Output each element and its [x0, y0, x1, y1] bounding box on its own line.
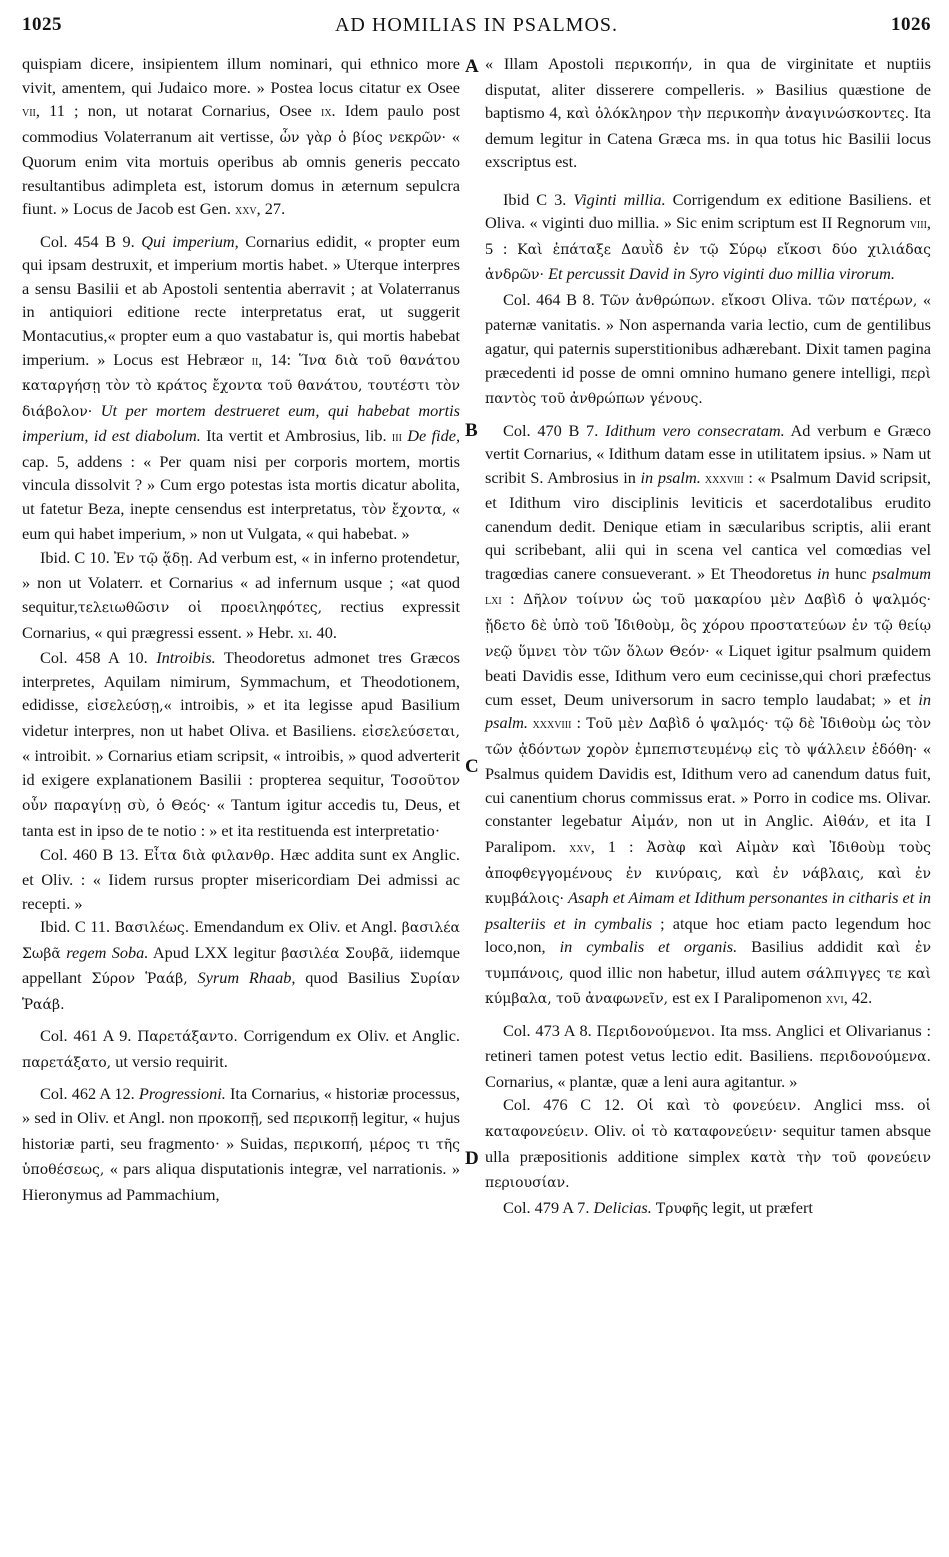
running-title: AD HOMILIAS IN PSALMOS.: [334, 14, 619, 36]
paragraph: Ibid C 3. Viginti millia. Corrigendum ex editione Basiliens. et Oliva. « viginti duo millia. » Sic enim scriptum est II Regnorum viii, 5 : Καὶ ἐπάταξε Δαυῒδ ἐν τῷ Σύρῳ εἴκοσι δύο χιλιάδας ἀνδρῶν· Et percussit David in Syro viginti duo millia virorum.: [485, 189, 932, 284]
right-column: [485, 52, 931, 1221]
paragraph: quispiam dicere, insipientem illum nominari, qui ethnico more vivit, amentem, qui Judaico more. » Postea locus citatur ex Osee vii, 11 ; non, ut notarat Cornarius, Osee ix. Idem paulo post commodius Volaterranum ait vertisse, ὧν γὰρ ὁ βίος νεκρῶν· « Quorum enim vita mortuis operibus ab omnis generis peccato resultantibus adimpleta est, istorum domus in æternum sepulcra fiunt. » Locus de Jacob est Gen. xxv, 27.: [22, 54, 460, 219]
paragraph: Col. 473 A 8. Περιδονούμενοι. Ita mss. Anglici et Olivarianus : retineri tamen potest vetus lectio edit. Basiliens. περιδονούμενα. Cornarius, « plantæ, quæ a leni aura agitantur. »: [485, 1020, 932, 1091]
paragraph: Col. 476 C 12. Οἱ καὶ τὸ φονεύειν. Anglici mss. οἱ καταφονεύειν. Oliv. οἱ τὸ καταφονεύειν· sequitur tamen absque ulla præpositionis additione simplex κατὰ τὴν τοῦ φονεύειν περιουσίαν.: [485, 1095, 932, 1192]
paragraph: Col. 464 B 8. Τῶν ἀνθρώπων. εἴκοσι Oliva. τῶν πατέρων, « paternæ vanitatis. » Non aspernanda varia lectio, cum de gentilibus agatur, qui paternis superstitionibus adhærebant. Dixit tamen pagina præcedenti id posse de omni omnino humano genere intelligi, περὶ παντὸς τοῦ ἀνθρώπων γένους.: [485, 289, 931, 408]
margin-letter-b: B: [465, 420, 478, 441]
paragraph: « Illam Apostoli περικοπήν, in qua de virginitate et nuptiis disputat, aliter disserere compelleris. » Basilius quæstione de baptismo 4, καὶ ὁλόκληρον τὴν περικοπὴν ἀναγινώσκοντες. Ita demum legitur in Catena Græca ms. in qua totus hic Basilii locus exscriptus est.: [485, 54, 932, 172]
paragraph: Ibid. C 11. Βασιλέως. Emendandum ex Oliv. et Angl. βασιλέα Σωβᾶ regem Soba. Apud LXX legitur βασιλέα Σουβᾶ, iidemque appellant Σύρον Ῥαάβ, Syrum Rhaab, quod Basilius Συρίαν Ῥαάβ.: [22, 917, 460, 1013]
margin-letter-d: D: [465, 1148, 479, 1169]
left-column: [22, 52, 460, 1206]
page-number-right: 1026: [891, 14, 931, 35]
page-header: [22, 14, 931, 44]
paragraph: Col. 461 A 9. Παρετάξαντο. Corrigendum ex Oliv. et Anglic. παρετάξατο, ut versio requirit.: [22, 1026, 461, 1071]
margin-letter-c: C: [465, 756, 479, 777]
paragraph: Col. 462 A 12. Progressioni. Ita Cornarius, « historiæ processus, » sed in Oliv. et Angl. non προκοπῇ, sed περικοπῇ legitur, « hujus historiæ parti, seu fragmento· » Suidas, περικοπή, μέρος τι τῆς ὑποθέσεως, « pars aliqua disputationis integræ, vel narrationis. » Hieronymus ad Pammachium,: [22, 1084, 460, 1204]
paragraph: Col. 460 B 13. Εἶτα διὰ φιλανθρ. Hæc addita sunt ex Anglic. et Oliv. : « Iidem rursus propter misericordiam Dei admissi ac recepti. »: [22, 844, 460, 913]
paragraph: Ibid. C 10. Ἐν τῷ ᾅδῃ. Ad verbum est, « in inferno protendetur, » non ut Volaterr. et Cornarius « ad infernum usque ; «at quod sequitur,τελειωθῶσιν οἱ προειληφότες, rectius expressit Cornarius, « qui prægressi essent. » Hebr. xi. 40.: [22, 547, 460, 642]
paragraph: Col. 470 B 7. Idithum vero consecratam. Ad verbum e Græco vertit Cornarius, « Idithum datam esse in utilitatem ipsius. » Nam ut scribit S. Ambrosius in in psalm. xxxviii : « Psalmum David scripsit, et Idithum viro disciplinis leviticis et sacerdotalibus erudito canendum dedit. Denique etiam in sæcularibus scriptis, alii erant qui scribebant, alii qui in scena vel cantica vel comœdias vel tragœdias canere consueverant. » Et Theodoretus in hunc psalmum lxi : Δῆλον τοίνυν ὡς τοῦ μακαρίου μὲν Δαβὶδ ὁ ψαλμός· ᾔδετο δὲ ὑπὸ τοῦ Ἰδιθοὺμ, ὃς χόρου προστατεύων ἐν τῷ θείῳ νεῷ ὕμνει τὸν τῶν ὅλων Θεόν· « Liquet igitur psalmum quidem beati Davidis esse, Idithum vero eum cecinisse,qui chori præfectus cum esset, Deum universorum in sacro templo laudabat; » et in psalm. xxxviii : Τοῦ μὲν Δαβὶδ ὁ ψαλμός· τῷ δὲ Ἰδιθοὺμ ὡς τὸν τῶν ᾀδόντων χορὸν ἐμπεπιστευμένῳ εἰς τὸ ψάλλειν ἐδόθη· « Psalmus quidem Davidis est, Idithum vero ad canendum datus fuit, cui canentium chorus commissus erat. » Porro in codice ms. Olivar. constanter legebatur Αἰμάν, non ut in Anglic. Αἰθάν, et ita I Paralipom. xxv, 1 : Ἀσὰφ καὶ Αἰμὰν καὶ Ἰδιθοὺμ τοὺς ἀποφθεγγομένους ἐν κινύραις, καὶ ἐν νάβλαις, καὶ ἐν κυμβάλοις· Asaph et Aimam et Idithum personantes in citharis et in psalteriis et in cymbalis ; atque hoc etiam pacto legendum hoc loco,non, in cymbalis et organis. Basilius addidit καὶ ἐν τυμπάνοις, quod illic non habetur, illud autem σάλπιγγες τε καὶ κύμβαλα, τοῦ ἀναφωνεῖν, est ex I Paralipomenon xvi, 42.: [485, 420, 932, 1008]
page-number-left: 1025: [22, 14, 62, 35]
paragraph: Col. 454 B 9. Qui imperium, Cornarius edidit, « propter eum qui ipsam destruxit, et imperium mortis habet. » Uterque interpres a sensu Basilii et ab Apostoli sententia aberravit ; at Volaterranus in antiquiori editione recte interpretatus erat, ut suggerit Montacutius,« propter eum a quo vastabatur is, qui mortis habebat imperium. » Locus est Hebræor ii, 14: Ἵνα διὰ τοῦ θανάτου καταργήσῃ τὸν τὸ κράτος ἔχοντα τοῦ θανάτου, τουτέστι τὸν διάβολον· Ut per mortem destrueret eum, qui habebat mortis imperium, id est diabolum. Ita vertit et Ambrosius, lib. iii De fide, cap. 5, addens : « Per quam nisi per corporis mortem, mortis vincula dissolvit ? » Cum ergo potestas ista mortis dicatur abolita, ut fatetur Beza, inepte censendus est interpretatus, τὸν ἔχοντα, « eum qui habet imperium, » non ut Vulgata, « qui habebat. »: [22, 231, 461, 544]
paragraph: Col. 458 A 10. Introibis. Theodoretus admonet tres Græcos interpretes, Aquilam nimirum, Symmachum, et Theodotionem, edidisse, εἰσελεύσῃ,« introibis, » et ita legisse apud Basilium videtur interpres, non ut habet Oliva. et Basiliens. εἰσελεύσεται, « introibit. » Cornarius etiam scripsit, « introibis, » quod adverterit id exigere explanationem Basilii : propterea sequitur, Τοσοῦτον οὖν παραγίνῃ σὺ, ὁ Θεός· « Tantum igitur accedis tu, Deus, et tanta est in ipso de te notio : » et ita restituenda est interpretatio·: [22, 648, 461, 840]
paragraph: Col. 479 A 7. Delicias. Τρυφῆς legit, ut præfert: [503, 1197, 813, 1217]
margin-letter-a: A: [465, 56, 479, 77]
